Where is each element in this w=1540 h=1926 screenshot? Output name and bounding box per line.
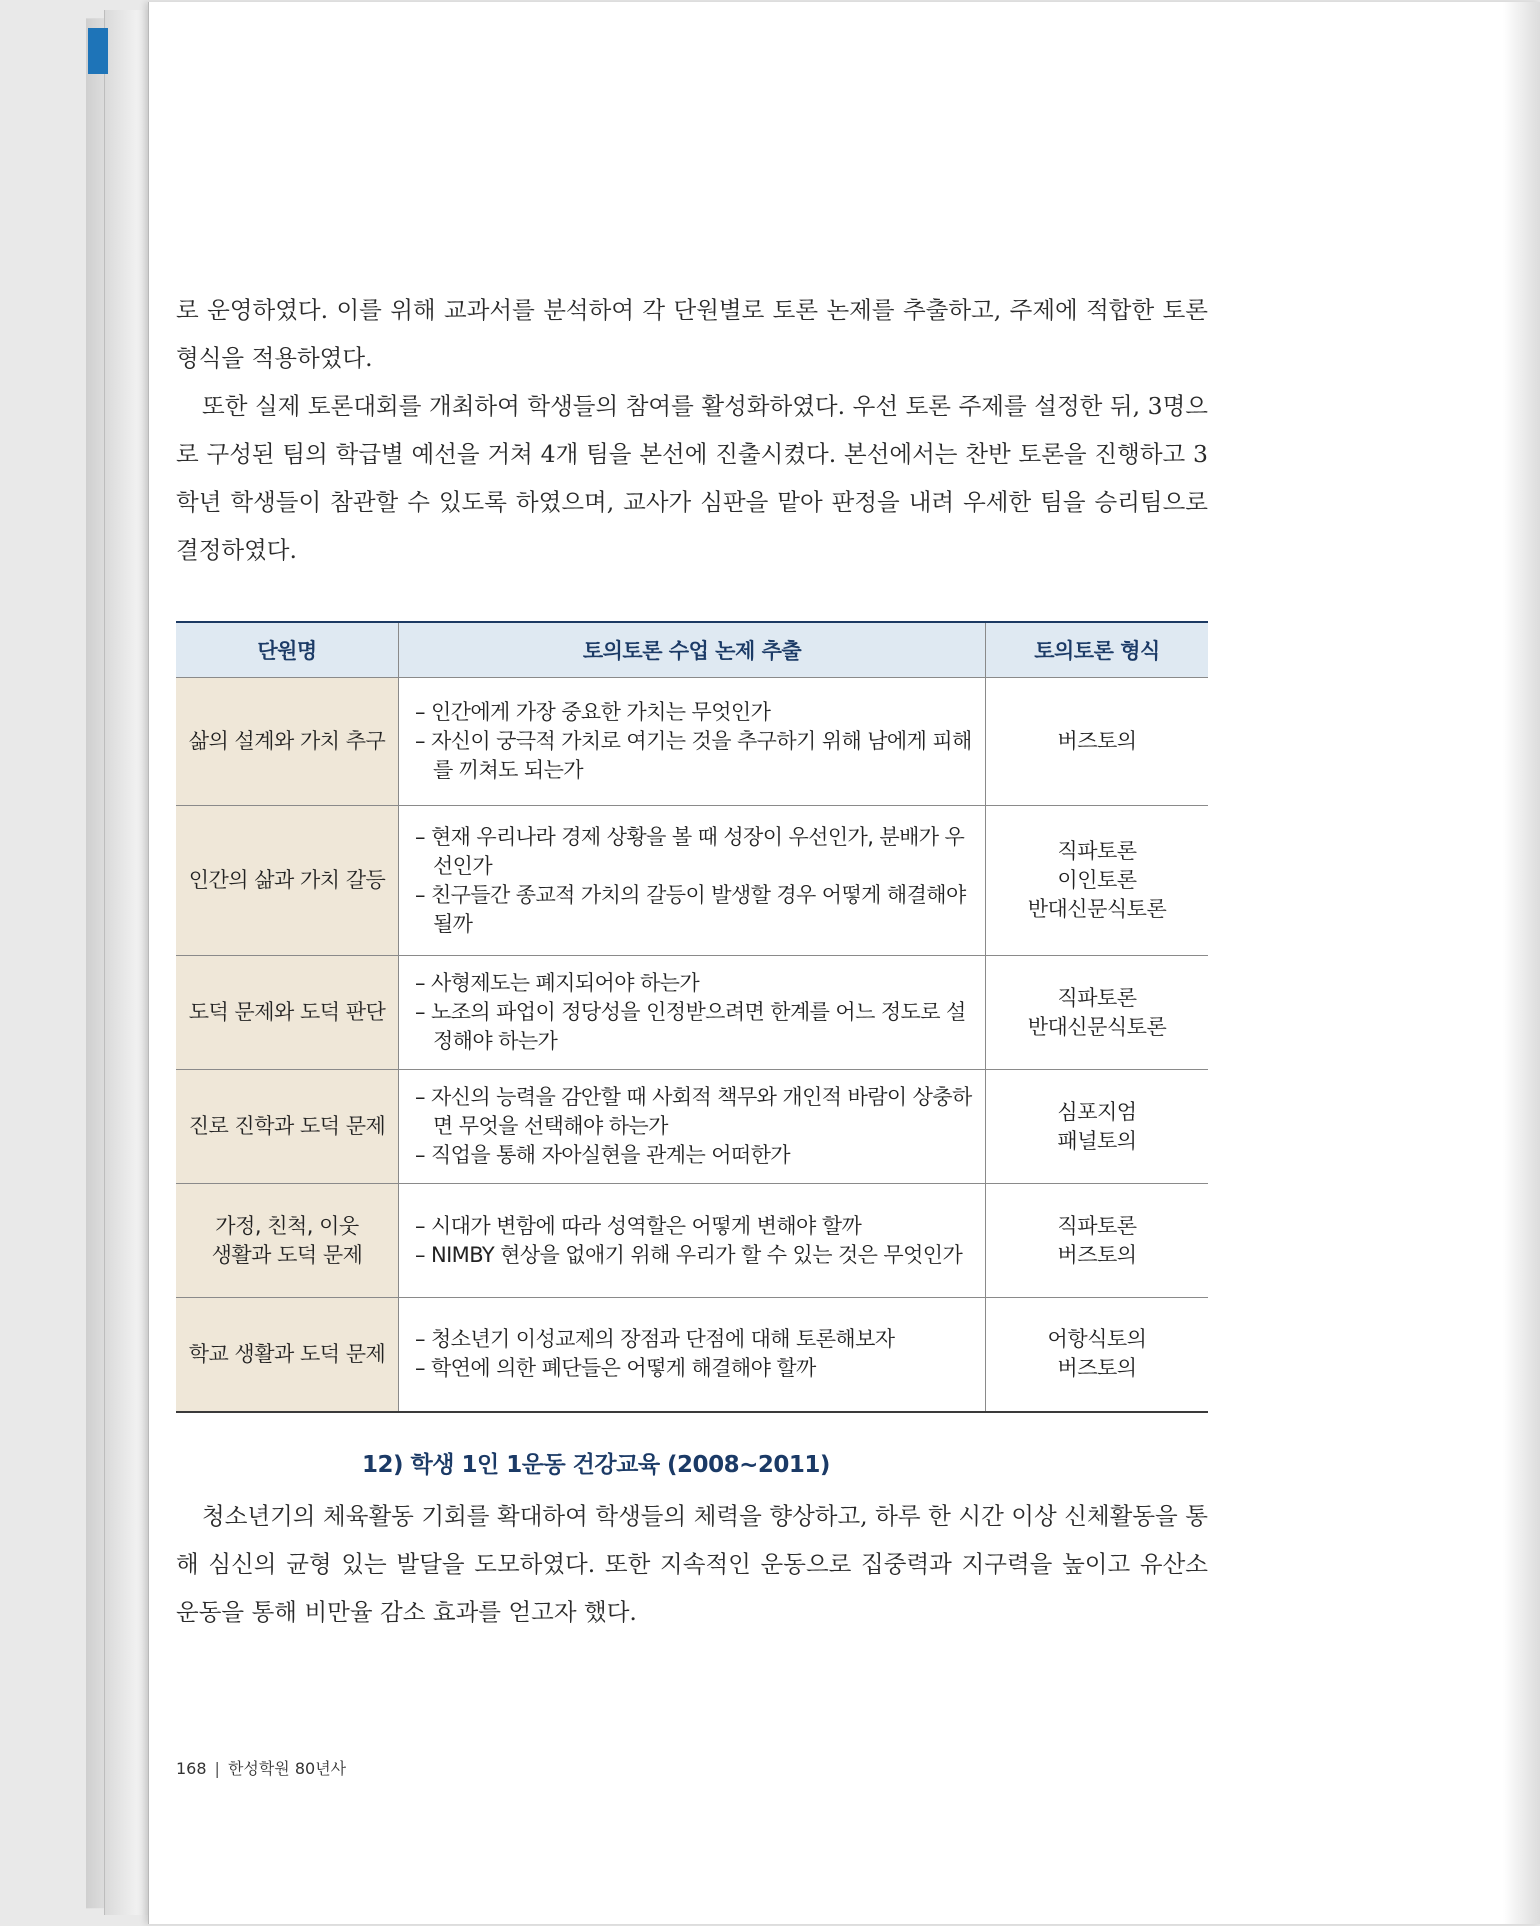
table-row: [176, 1070, 1208, 1184]
format-item: 어항식토의: [1047, 1327, 1147, 1352]
unit-name-cell: [176, 806, 399, 956]
format-item: 직파토론: [1057, 1213, 1137, 1238]
unit-name-cell: [176, 1298, 399, 1412]
section-number: 12): [362, 1452, 404, 1478]
table-body: [176, 678, 1208, 1412]
table-row: [176, 1184, 1208, 1298]
topic-item: – 직업을 통해 자아실현을 관계는 어떠한가: [415, 1141, 975, 1170]
topic-item: – 노조의 파업이 정당성을 인정받으려면 한계를 어느 정도로 설정해야 하는가: [415, 998, 975, 1056]
page-number: 168: [176, 1759, 207, 1778]
format-item: 직파토론: [1057, 985, 1137, 1010]
header-unit: 단원명: [176, 622, 399, 678]
unit-name-cell: [176, 1070, 399, 1184]
format-cell: [986, 1070, 1209, 1184]
format-cell: [986, 678, 1209, 806]
topics-cell: [399, 1298, 986, 1412]
debate-topics-table: [176, 621, 1208, 1413]
format-item: 심포지엄: [1057, 1099, 1137, 1124]
table-row: [176, 1298, 1208, 1412]
health-paragraph: 청소년기의 체육활동 기회를 확대하여 학생들의 체력을 향상하고, 하루 한 시간 이상 신체활동을 통해 심신의 균형 있는 발달을 도모하였다. 또한 지속적인 운동으로 집중력과 지구력을 높이고 유산소 운동을 통해 비만율 감소 효과를 얻고자 했다.: [176, 1502, 1208, 1626]
topics-cell: [399, 678, 986, 806]
topic-item: – 현재 우리나라 경제 상황을 볼 때 성장이 우선인가, 분배가 우선인가: [415, 823, 975, 881]
topics-cell: [399, 1070, 986, 1184]
footer-separator: |: [214, 1759, 220, 1778]
header-format: 토의토론 형식: [986, 622, 1209, 678]
format-cell: [986, 1298, 1209, 1412]
topic-item: – 시대가 변함에 따라 성역할은 어떻게 변해야 할까: [415, 1212, 975, 1241]
topics-cell: [399, 1184, 986, 1298]
topics-cell: [399, 806, 986, 956]
intro-paragraph: 로 운영하였다. 이를 위해 교과서를 분석하여 각 단원별로 토론 논제를 추출하고, 주제에 적합한 토론 형식을 적용하였다.: [176, 296, 1208, 372]
unit-name-line: 학교 생활과 도덕 문제: [188, 1341, 386, 1366]
format-item: 버즈토의: [1057, 1242, 1137, 1267]
topic-item: – 친구들간 종교적 가치의 갈등이 발생할 경우 어떻게 해결해야 될까: [415, 881, 975, 939]
unit-name-line: 삶의 설계와 가치 추구: [188, 729, 386, 753]
table-row: [176, 806, 1208, 956]
topics-cell: [399, 956, 986, 1070]
format-cell: [986, 1184, 1209, 1298]
topic-item: – 자신의 능력을 감안할 때 사회적 책무와 개인적 바람이 상충하면 무엇을 선택해야 하는가: [415, 1083, 975, 1141]
format-cell: [986, 806, 1209, 956]
format-item: 반대신문식토론: [1027, 1014, 1167, 1039]
unit-name-cell: [176, 1184, 399, 1298]
book-title: 한성학원 80년사: [227, 1759, 347, 1778]
section-title: 학생 1인 1운동 건강교육 (2008~2011): [410, 1452, 830, 1478]
table-header-row: [176, 622, 1208, 678]
page-footer: [176, 1756, 346, 1779]
unit-name-line: 생활과 도덕 문제: [211, 1242, 363, 1267]
unit-name-line: 도덕 문제와 도덕 판단: [188, 1000, 386, 1024]
table-row: [176, 956, 1208, 1070]
format-item: 버즈토의: [1057, 1356, 1137, 1381]
topic-item: – 청소년기 이성교제의 장점과 단점에 대해 토론해보자: [415, 1325, 975, 1354]
format-cell: [986, 956, 1209, 1070]
header-topics: 토의토론 수업 논제 추출: [399, 622, 986, 678]
format-item: 패널토의: [1057, 1128, 1137, 1153]
unit-name-line: 가정, 친척, 이웃: [215, 1213, 359, 1238]
book-index-tab: [88, 28, 108, 74]
section-heading: [362, 1446, 830, 1479]
topic-item: – 학연에 의한 폐단들은 어떻게 해결해야 할까: [415, 1354, 975, 1383]
table-row: [176, 678, 1208, 806]
unit-name-line: 진로 진학과 도덕 문제: [188, 1114, 386, 1138]
page-curl-shadow: [1503, 2, 1540, 1924]
format-item: 직파토론: [1057, 839, 1137, 863]
contest-paragraph: 또한 실제 토론대회를 개최하여 학생들의 참여를 활성화하였다. 우선 토론 주제를 설정한 뒤, 3명으로 구성된 팀의 학급별 예선을 거쳐 4개 팀을 본선에 진출시켰다. 본선에서는 찬반 토론을 진행하고 3학년 학생들이 참관할 수 있도록 하였으며, 교사가 심판을 맡아 판정을 내려 우세한 팀을 승리팀으로 결정하였다.: [176, 392, 1208, 564]
unit-name-cell: [176, 678, 399, 806]
format-item: 반대신문식토론: [1027, 897, 1167, 921]
unit-name-cell: [176, 956, 399, 1070]
unit-name-line: 인간의 삶과 가치 갈등: [188, 868, 386, 892]
topic-item: – NIMBY 현상을 없애기 위해 우리가 할 수 있는 것은 무엇인가: [415, 1241, 975, 1270]
topic-item: – 자신이 궁극적 가치로 여기는 것을 추구하기 위해 남에게 피해를 끼쳐도 되는가: [415, 727, 975, 785]
format-item: 버즈토의: [1057, 729, 1137, 753]
topic-item: – 인간에게 가장 중요한 가치는 무엇인가: [415, 698, 975, 727]
topic-item: – 사형제도는 폐지되어야 하는가: [415, 969, 975, 998]
format-item: 이인토론: [1057, 868, 1137, 892]
